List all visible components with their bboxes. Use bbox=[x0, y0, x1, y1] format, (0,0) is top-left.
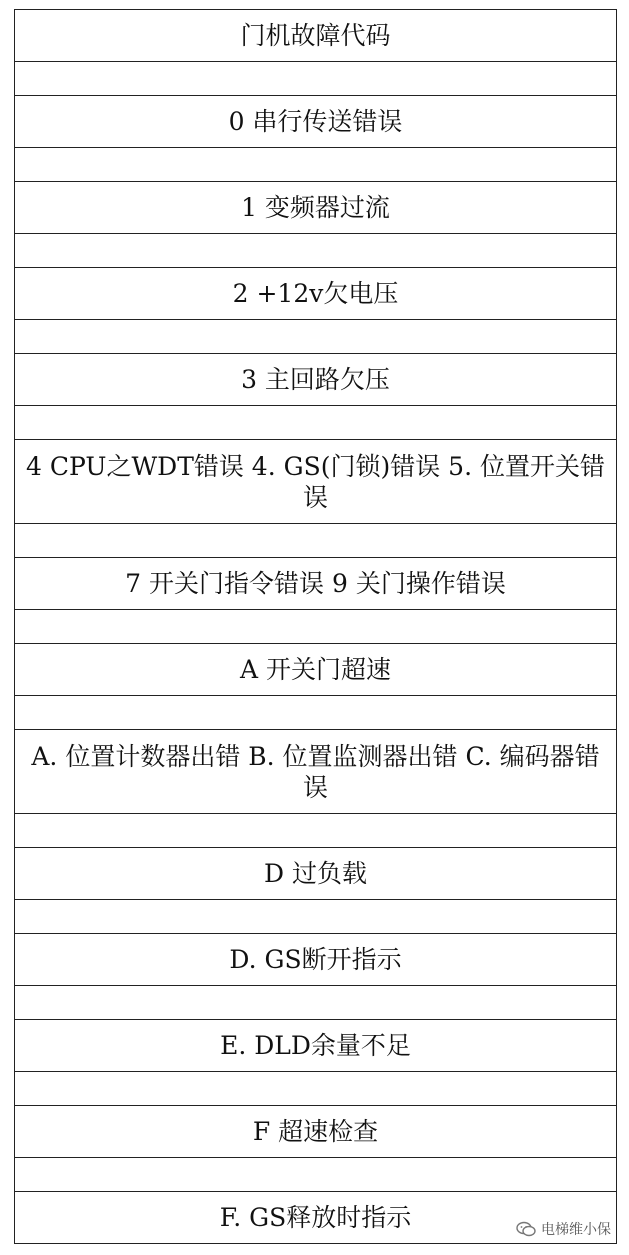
empty-cell bbox=[15, 814, 617, 848]
fault-code-cell: A 开关门超速 bbox=[15, 644, 617, 696]
table-row bbox=[15, 10, 617, 62]
empty-cell bbox=[15, 406, 617, 440]
table-row-empty bbox=[15, 900, 617, 934]
watermark bbox=[512, 1217, 615, 1241]
fault-code-cell: F 超速检查 bbox=[15, 1106, 617, 1158]
fault-code-cell: D 过负载 bbox=[15, 848, 617, 900]
table-row-empty bbox=[15, 1072, 617, 1106]
empty-cell bbox=[15, 234, 617, 268]
table-row bbox=[15, 96, 617, 148]
fault-code-cell: A. 位置计数器出错 B. 位置监测器出错 C. 编码器错误 bbox=[15, 730, 617, 814]
table-row-empty bbox=[15, 524, 617, 558]
table-row bbox=[15, 558, 617, 610]
table-row bbox=[15, 1106, 617, 1158]
fault-code-table-container bbox=[14, 9, 617, 1244]
table-title: 门机故障代码 bbox=[15, 10, 617, 62]
table-row-empty bbox=[15, 610, 617, 644]
empty-cell bbox=[15, 524, 617, 558]
empty-cell bbox=[15, 320, 617, 354]
table-row bbox=[15, 644, 617, 696]
table-row-empty bbox=[15, 986, 617, 1020]
table-row-empty bbox=[15, 814, 617, 848]
fault-code-cell: F. GS释放时指示 bbox=[15, 1192, 617, 1244]
table-row-empty bbox=[15, 320, 617, 354]
table-row bbox=[15, 848, 617, 900]
empty-cell bbox=[15, 900, 617, 934]
fault-code-table bbox=[14, 9, 617, 1244]
table-row bbox=[15, 354, 617, 406]
table-row-empty bbox=[15, 1158, 617, 1192]
fault-code-cell: 3 主回路欠压 bbox=[15, 354, 617, 406]
empty-cell bbox=[15, 610, 617, 644]
table-row bbox=[15, 268, 617, 320]
table-row bbox=[15, 730, 617, 814]
empty-cell bbox=[15, 986, 617, 1020]
table-row bbox=[15, 182, 617, 234]
table-row-empty bbox=[15, 696, 617, 730]
wechat-icon bbox=[516, 1221, 536, 1237]
empty-cell bbox=[15, 1158, 617, 1192]
table-row-empty bbox=[15, 406, 617, 440]
fault-code-cell: D. GS断开指示 bbox=[15, 934, 617, 986]
empty-cell bbox=[15, 696, 617, 730]
table-row-empty bbox=[15, 148, 617, 182]
fault-code-cell: 4 CPU之WDT错误 4. GS(门锁)错误 5. 位置开关错误 bbox=[15, 440, 617, 524]
table-row bbox=[15, 1020, 617, 1072]
fault-code-cell: 0 串行传送错误 bbox=[15, 96, 617, 148]
empty-cell bbox=[15, 1072, 617, 1106]
table-row bbox=[15, 440, 617, 524]
fault-code-cell: 2 +12v欠电压 bbox=[15, 268, 617, 320]
watermark-text: 电梯维小保 bbox=[541, 1222, 611, 1238]
table-row-empty bbox=[15, 234, 617, 268]
fault-code-cell: 1 变频器过流 bbox=[15, 182, 617, 234]
table-row-empty bbox=[15, 62, 617, 96]
table-row bbox=[15, 934, 617, 986]
fault-code-cell: E. DLD余量不足 bbox=[15, 1020, 617, 1072]
fault-code-cell: 7 开关门指令错误 9 关门操作错误 bbox=[15, 558, 617, 610]
empty-cell bbox=[15, 62, 617, 96]
empty-cell bbox=[15, 148, 617, 182]
